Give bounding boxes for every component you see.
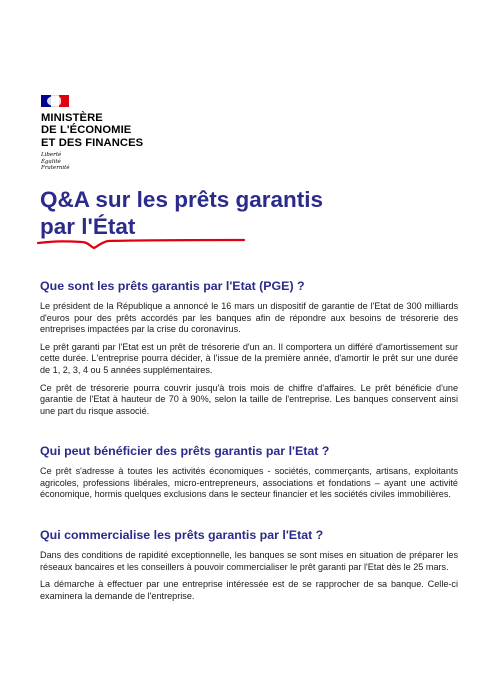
section-heading: Qui peut bénéficier des prêts garantis par l'Etat ? xyxy=(40,444,330,458)
section-paragraph: Ce prêt de trésorerie pourra couvrir jusqu'à trois mois de chiffre d'affaires. Le prêt bénéficie d'une garantie de l'Etat à hauteur de 70 à 90%, selon la taille de l'entreprise. Les banques conservent ainsi une part du risque associé. xyxy=(40,382,458,416)
section-paragraph: Le prêt garanti par l'Etat est un prêt de trésorerie d'un an. Il comportera un différé d'amortissement sur cette durée. L'entreprise pourra décider, à l'issue de la première année, d'amortir le prêt sur une durée de 1, 2, 3, 4 ou 5 années supplémentaires. xyxy=(40,341,458,375)
section-what-are-pge xyxy=(40,279,458,423)
motto-line: Liberté xyxy=(41,152,62,158)
motto-line: Fraternité xyxy=(41,165,70,172)
section-who-can-benefit xyxy=(40,444,458,507)
ministry-line: DE L'ÉCONOMIE xyxy=(41,124,132,137)
title-line-1: Q&A sur les prêts garantis xyxy=(40,187,324,212)
section-heading: Qui commercialise les prêts garantis par l'Etat ? xyxy=(40,528,324,542)
title-line-2: par l'État xyxy=(40,214,136,239)
section-heading: Que sont les prêts garantis par l'Etat (PGE) ? xyxy=(40,279,305,293)
section-paragraph: Ce prêt s'adresse à toutes les activités économiques - sociétés, commerçants, artisans, exploitants agricoles, professions libérales, micro-entrepreneurs, associations et fondations – ayant une activité économique, hormis quelques exclusions dans le secteur financier et les sociétés civiles immobilières. xyxy=(40,466,458,500)
ministry-line: MINISTÈRE xyxy=(41,112,103,124)
ministry-name xyxy=(41,112,181,149)
section-paragraph: Le président de la République a annoncé le 16 mars un dispositif de garantie de l'Etat de 300 milliards d'euros pour des prêts accordés par les banques afin de répondre aux besoins de trésorerie des entreprises impactées par la crise du coronavirus. xyxy=(40,301,458,335)
section-paragraph: La démarche à effectuer par une entreprise intéressée est de se rapprocher de sa banque. Celle-ci examinera la demande de l'entreprise. xyxy=(40,579,458,601)
document-title xyxy=(40,186,460,240)
republic-motto xyxy=(41,152,70,172)
motto-line: Égalité xyxy=(41,158,61,165)
title-underline-stroke xyxy=(36,234,248,250)
section-who-sells xyxy=(40,528,458,608)
marianne-flag-icon xyxy=(41,95,69,107)
ministry-line: ET DES FINANCES xyxy=(41,136,144,149)
section-paragraph: Dans des conditions de rapidité exceptionnelle, les banques se sont mises en situation de préparer les réseaux bancaires et les conseillers à pouvoir commercialiser le prêt garanti par l'Etat dès le 25 mars. xyxy=(40,550,458,572)
